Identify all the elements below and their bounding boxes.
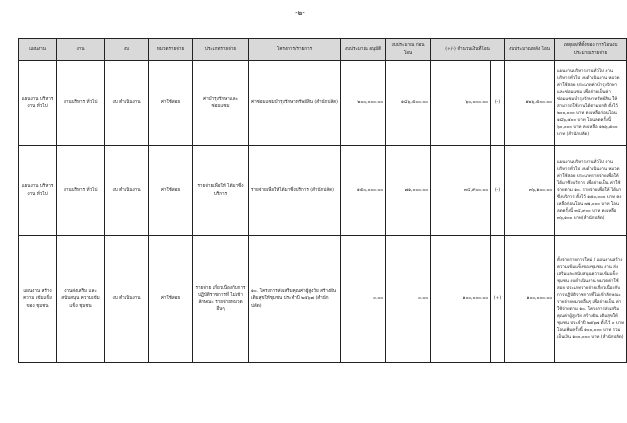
- reason-cell: แผนงานบริหารงานทั่วไป งาน บริหารทั่วไป งบดำเนินงาน หมวด ค่าใช้สอย ประเภทรายจ่ายเพื่อให้ ได้มาซึ่งบริการ เพื่อจ่ายเป็น ค่าใช้จ่ายตาม ๑๐. รายจ่ายเพื่อให้ ได้มาซึ่งบริการ ตั้งไว้ ๑๕๐,๐๐๐ บาท คงเหลือก่อนโอน ๗๑,๐๐๐ บาท โอนลดครั้งนี้ ๓๔,๙๐๐ บาท คงเหลือ ๓๖,๑๐๐ บาท(สำนักปลัด): [555, 146, 627, 236]
- budget-after-cell: ๑๐๐,๐๐๐.๐๐: [505, 236, 555, 363]
- transfer-amount-cell: ๑๐๐,๐๐๐.๐๐: [431, 236, 491, 363]
- project-cell: ๑๐. โครงการส่งเสริมคุณค่าผู้สูงวัย สร้างฝัน เติมสุขให้ชุมชน ประจำปี ๒๕๖๗ (สำนักปลัด): [249, 236, 341, 363]
- budget-before-cell: ๑๘๖,๕๐๐.๐๐: [386, 61, 431, 146]
- approved-budget-cell: ๒๐๐,๐๐๐.๐๐: [341, 61, 386, 146]
- header-fund: งบ: [105, 39, 149, 61]
- header-work: งาน: [57, 39, 105, 61]
- plan-cell: แผนงาน สร้างความ เข้มแข็งของ ชุมชน: [19, 236, 57, 363]
- expense-type-cell: ค่าบำรุงรักษาและ ซ่อมแซม: [193, 61, 249, 146]
- budget-before-cell: ๐.๐๐: [386, 236, 431, 363]
- header-reason: เหตุผล/ที่ตั้งของ การโอนงบประมาณรายจ่าย: [555, 39, 627, 61]
- work-cell: งานบริหาร ทั่วไป: [57, 146, 105, 236]
- plan-cell: แผนงาน บริหารงาน ทั่วไป: [19, 146, 57, 236]
- work-cell: งานบริหาร ทั่วไป: [57, 61, 105, 146]
- header-expense-type: ประเภทรายจ่าย: [193, 39, 249, 61]
- transfer-sign-cell: (-): [491, 61, 505, 146]
- header-approved-budget: งบประมาณ อนุมัติ: [341, 39, 386, 61]
- header-budget-before: งบประมาณ ก่อนโอน: [386, 39, 431, 61]
- fund-cell: งบ ดำเนินงาน: [105, 146, 149, 236]
- reason-cell: แผนงานบริหารงานทั่วไป งาน บริหารทั่วไป งบดำเนินงาน หมวด ค่าใช้สอย ประเภทค่าบำรุงรักษา และซ่อมแซม เพื่อจ่ายเป็นค่า ซ่อมแซมบำรุงรักษาทรัพย์สิน ให้ สามารถใช้งานได้ตามปกติ ตั้งไว้ ๒๐๐,๐๐๐ บาท คงเหลือก่อนโอน ๑๘๖,๕๐๐ บาท โอนลดครั้งนี้ ๖๐,๐๐๐ บาท คงเหลือ ๑๒๖,๕๐๐ บาท (สำนักปลัด): [555, 61, 627, 146]
- table-row: [19, 61, 627, 146]
- table-row: [19, 146, 627, 236]
- work-cell: งานส่งเสริม และสนับสนุน ความเข้มแข็ง ชุมชน: [57, 236, 105, 363]
- fund-cell: งบ ดำเนินงาน: [105, 236, 149, 363]
- header-category: หมวดรายจ่าย: [149, 39, 193, 61]
- budget-after-cell: ๓๖,๑๐๐.๐๐: [505, 146, 555, 236]
- category-cell: ค่าใช้สอย: [149, 236, 193, 363]
- category-cell: ค่าใช้สอย: [149, 61, 193, 146]
- budget-before-cell: ๗๑,๐๐๐.๐๐: [386, 146, 431, 236]
- table-header-row: [19, 39, 627, 61]
- header-budget-after: งบประมาณหลัง โอน: [505, 39, 555, 61]
- transfer-sign-cell: (-): [491, 146, 505, 236]
- page-number: -๒-: [295, 9, 305, 17]
- header-project: โครงการ/รายการ: [249, 39, 341, 61]
- budget-after-cell: ๑๒๖,๕๐๐.๐๐: [505, 61, 555, 146]
- fund-cell: งบ ดำเนินงาน: [105, 61, 149, 146]
- approved-budget-cell: ๑๕๐,๐๐๐.๐๐: [341, 146, 386, 236]
- transfer-sign-cell: (+): [491, 236, 505, 363]
- transfer-amount-cell: ๓๔,๙๐๐.๐๐: [431, 146, 491, 236]
- approved-budget-cell: ๐.๐๐: [341, 236, 386, 363]
- plan-cell: แผนงาน บริหารงาน ทั่วไป: [19, 61, 57, 146]
- budget-transfer-table: [18, 38, 627, 363]
- transfer-amount-cell: ๖๐,๐๐๐.๐๐: [431, 61, 491, 146]
- project-cell: รายจ่ายเพื่อให้ได้มาซึ่งบริการ (สำนักปลัด): [249, 146, 341, 236]
- category-cell: ค่าใช้สอย: [149, 146, 193, 236]
- expense-type-cell: รายจ่าย เกี่ยวเนื่องกับการ ปฏิบัติราชการที่ ไม่เข้าลักษณะ รายจ่ายหมวด อื่นๆ: [193, 236, 249, 363]
- header-plan: แผนงาน: [19, 39, 57, 61]
- project-cell: ค่าซ่อมแซมบำรุงรักษาทรัพย์สิน (สำนักปลัด): [249, 61, 341, 146]
- header-transfer-amount: (+/-) จำนวนเงินที่โอน: [431, 39, 505, 61]
- table-row: [19, 236, 627, 363]
- reason-cell: ตั้งจ่ายรายการใหม่ / แผนงานสร้าง ความเข้มแข็งของชุมชน งาน ส่งเสริมและสนับสนุนความเข้มแข็ง ชุมชน งบดำเนินงาน หมวดค่าใช้ สอย ประเภทรายจ่ายเกี่ยวเนื่องกับ การปฏิบัติราชการที่ไม่เข้าลักษณะ รายจ่ายหมวดอื่นๆ เพื่อจ่ายเป็น ค่าใช้จ่ายตาม ๑๐. โครงการส่งเสริม คุณค่าผู้สูงวัย สร้างฝัน เติมสุขให้ ชุมชน ประจำปี ๒๕๖๗ ตั้งไว้ ๐ บาท โอนเพิ่มครั้งนี้ ๑๐๐,๐๐๐ บาท รวมเป็นเงิน ๑๐๐,๐๐๐ บาท (สำนักปลัด): [555, 236, 627, 363]
- expense-type-cell: รายจ่ายเพื่อให้ ได้มาซึ่งบริการ: [193, 146, 249, 236]
